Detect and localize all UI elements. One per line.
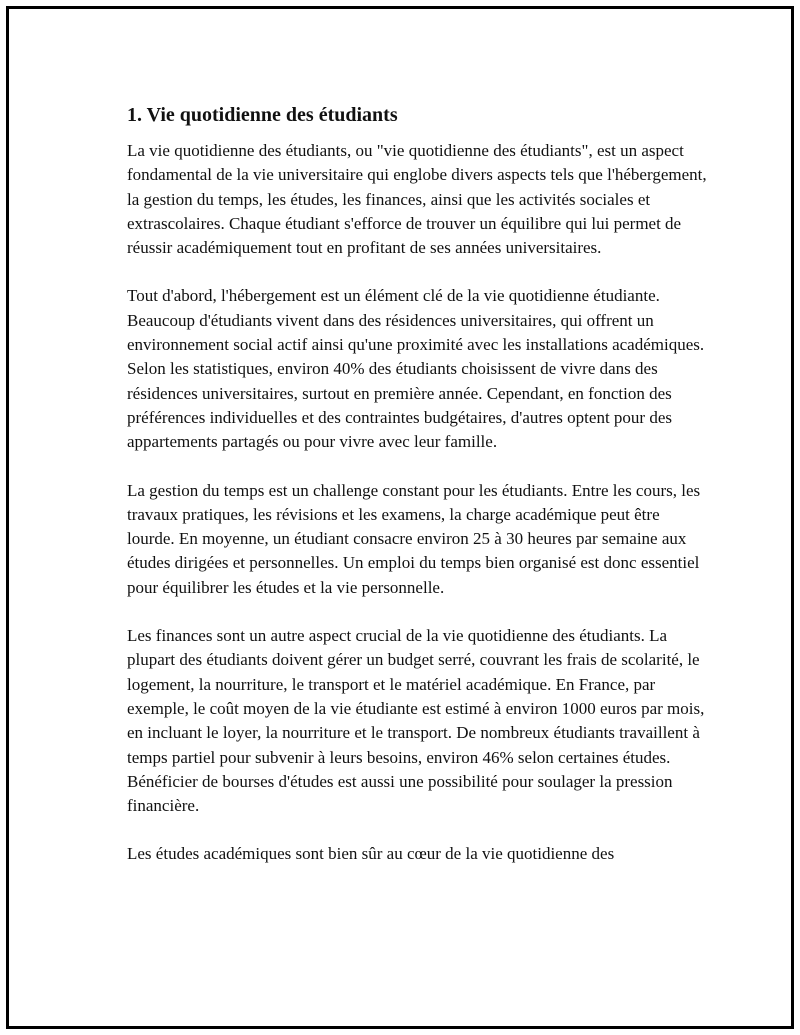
paragraph-studies: Les études académiques sont bien sûr au cœur de la vie quotidienne des (127, 844, 615, 864)
paragraph-intro: La vie quotidienne des étudiants, ou "vie quotidienne des étudiants", est un aspect fondamental de la vie universitaire qui englobe divers aspects tels que l'hébergement, la gestion du temps, les études, les finances, ainsi que les activités sociales et extrascolaires. Chaque étudiant s'efforce de trouver un équilibre qui lui permet de réussir académiquement tout en profitant de ses années universitaires. (127, 141, 707, 258)
paragraph-time-management: La gestion du temps est un challenge constant pour les étudiants. Entre les cours, les travaux pratiques, les révisions et les examens, la charge académique peut être lourde. En moyenne, un étudiant consacre environ 25 à 30 heures par semaine aux études dirigées et personnelles. Un emploi du temps bien organisé est donc essentiel pour équilibrer les études et la vie personnelle. (127, 480, 701, 597)
paragraph-finances: Les finances sont un autre aspect crucial de la vie quotidienne des étudiants. La plupart des étudiants doivent gérer un budget serré, couvrant les frais de scolarité, le logement, la nourriture, le transport et le matériel académique. En France, par exemple, le coût moyen de la vie étudiante est estimé à environ 1000 euros par mois, en incluant le loyer, la nourriture et le transport. De nombreux étudiants travaillent à temps partiel pour subvenir à leurs besoins, environ 46% selon certaines études. Bénéficier de bourses d'études est aussi une possibilité pour soulager la pression financière. (127, 626, 705, 816)
paragraph-housing: Tout d'abord, l'hébergement est un élément clé de la vie quotidienne étudiante. Beaucoup d'étudiants vivent dans des résidences universitaires, qui offrent un environnement social actif ainsi qu'une proximité avec les installations académiques. Selon les statistiques, environ 40% des étudiants choisissent de vivre dans des résidences universitaires, surtout en première année. Cependant, en fonction des préférences individuelles et des contraintes budgétaires, d'autres optent pour des appartements partagés ou pour vivre avec leur famille. (127, 286, 705, 452)
section-heading: 1. Vie quotidienne des étudiants (127, 104, 398, 126)
document-body (127, 99, 707, 891)
page-frame (6, 6, 794, 1029)
